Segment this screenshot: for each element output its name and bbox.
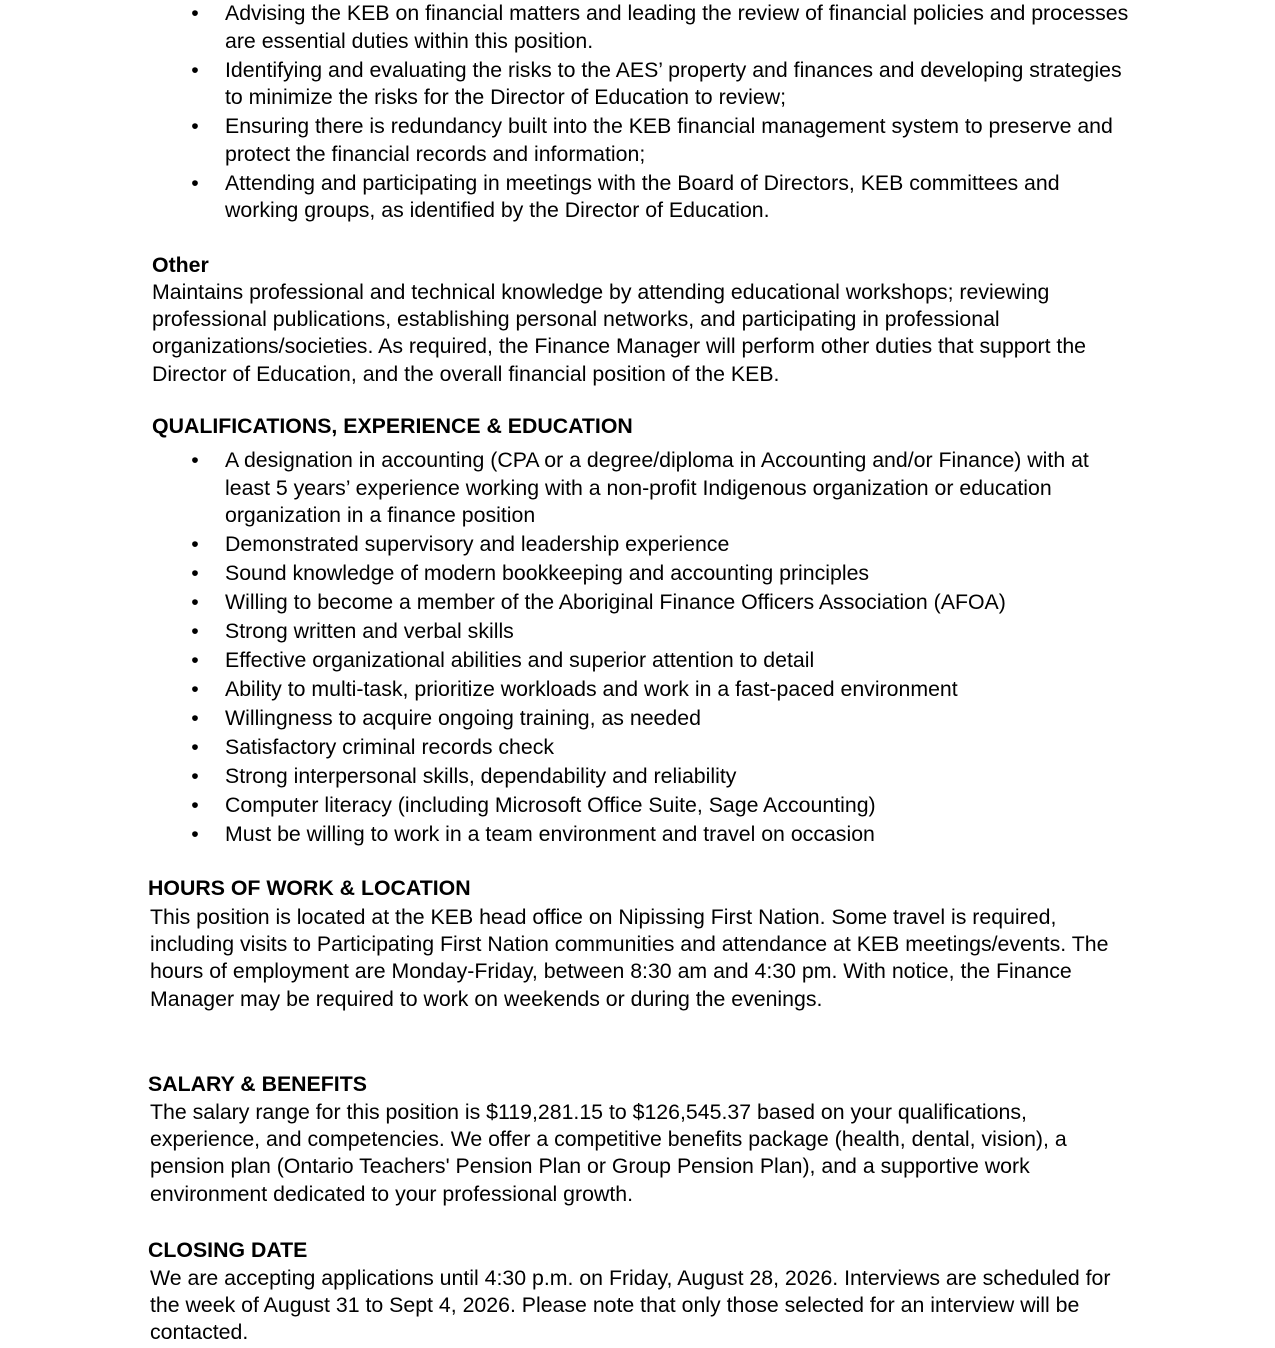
list-item xyxy=(0,792,1135,820)
bullet-icon: • xyxy=(191,677,199,701)
list-item-text: Identifying and evaluating the risks to the AES’ property and finances and developing strategies to minimize the risks for the Director of Education to review; xyxy=(225,57,1122,109)
list-item-text: Ability to multi-task, prioritize workloads and work in a fast-paced environment xyxy=(225,677,958,701)
list-item-text: Strong written and verbal skills xyxy=(225,619,514,643)
hours-heading: HOURS OF WORK & LOCATION xyxy=(148,876,471,900)
qualifications-list xyxy=(0,447,1135,850)
list-item-text: Advising the KEB on financial matters and leading the review of financial policies and processes are essential duties within this position. xyxy=(225,1,1129,53)
bullet-icon: • xyxy=(191,619,199,643)
list-item xyxy=(0,447,1135,530)
bullet-icon: • xyxy=(191,114,199,138)
list-item-text: Effective organizational abilities and superior attention to detail xyxy=(225,648,815,672)
list-item xyxy=(0,589,1135,617)
list-item xyxy=(0,170,1135,225)
list-item xyxy=(0,560,1135,588)
salary-paragraph: The salary range for this position is $119,281.15 to $126,545.37 based on your qualifications, experience, and competencies. We offer a competitive benefits package (health, dental, vision), a pension plan (Ontario Teachers' Pension Plan or Group Pension Plan), and a supportive work environment dedicated to your professional growth. xyxy=(150,1100,1067,1206)
list-item-text: Attending and participating in meetings with the Board of Directors, KEB committees and working groups, as identified by the Director of Education. xyxy=(225,170,1060,222)
bullet-icon: • xyxy=(191,57,199,82)
bullet-icon: • xyxy=(191,822,199,846)
bullet-icon: • xyxy=(191,590,199,614)
salary-heading: SALARY & BENEFITS xyxy=(148,1072,367,1096)
list-item xyxy=(0,0,1135,55)
list-item xyxy=(0,676,1135,704)
list-item-text: Strong interpersonal skills, dependability and reliability xyxy=(225,764,737,788)
list-item xyxy=(0,763,1135,791)
list-item xyxy=(0,113,1135,168)
bullet-icon: • xyxy=(191,735,199,759)
bullet-icon: • xyxy=(191,561,199,585)
list-item xyxy=(0,821,1135,849)
qualifications-heading: QUALIFICATIONS, EXPERIENCE & EDUCATION xyxy=(152,414,633,438)
bullet-icon: • xyxy=(191,170,199,195)
bullet-icon: • xyxy=(191,532,199,556)
other-paragraph: Maintains professional and technical knowledge by attending educational workshops; reviewing professional publications, establishing personal networks, and participating in professional organizations/societies. As required, the Finance Manager will perform other duties that support the Director of Education, and the overall financial position of the KEB. xyxy=(152,280,1087,386)
bullet-icon: • xyxy=(191,793,199,817)
bullet-icon: • xyxy=(191,448,199,472)
list-item xyxy=(0,647,1135,675)
bullet-icon: • xyxy=(191,1,199,25)
list-item xyxy=(0,618,1135,646)
bullet-icon: • xyxy=(191,706,199,730)
list-item-text: A designation in accounting (CPA or a degree/diploma in Accounting and/or Finance) with at least 5 years’ experience working with a non-profit Indigenous organization or education organization in a finance position xyxy=(225,448,1089,527)
hours-paragraph: This position is located at the KEB head office on Nipissing First Nation. Some travel is required, including visits to Participating First Nation communities and attendance at KEB meetings/events. The hours of employment are Monday-Friday, between 8:30 am and 4:30 pm. With notice, the Finance Manager may be required to work on weekends or during the evenings. xyxy=(150,905,1109,1011)
closing-heading: CLOSING DATE xyxy=(148,1238,308,1262)
list-item-text: Computer literacy (including Microsoft Office Suite, Sage Accounting) xyxy=(225,793,876,817)
list-item-text: Willing to become a member of the Aboriginal Finance Officers Association (AFOA) xyxy=(225,590,1006,614)
list-item-text: Ensuring there is redundancy built into the KEB financial management system to preserve and protect the financial records and information; xyxy=(225,114,1113,166)
list-item-text: Sound knowledge of modern bookkeeping and accounting principles xyxy=(225,561,870,585)
list-item-text: Satisfactory criminal records check xyxy=(225,735,555,759)
duties-list xyxy=(0,0,1135,226)
list-item xyxy=(0,734,1135,762)
bullet-icon: • xyxy=(191,764,199,788)
closing-paragraph: We are accepting applications until 4:30 p.m. on Friday, August 28, 2026. Interviews are scheduled for the week of August 31 to Sept 4, 2026. Please note that only those selected for an interview will be contacted. xyxy=(150,1266,1111,1345)
other-heading: Other xyxy=(152,253,209,277)
list-item xyxy=(0,531,1135,559)
bullet-icon: • xyxy=(191,648,199,672)
list-item-text: Demonstrated supervisory and leadership experience xyxy=(225,532,730,556)
list-item xyxy=(0,57,1135,112)
list-item xyxy=(0,705,1135,733)
list-item-text: Must be willing to work in a team environment and travel on occasion xyxy=(225,822,875,846)
list-item-text: Willingness to acquire ongoing training, as needed xyxy=(225,706,701,730)
